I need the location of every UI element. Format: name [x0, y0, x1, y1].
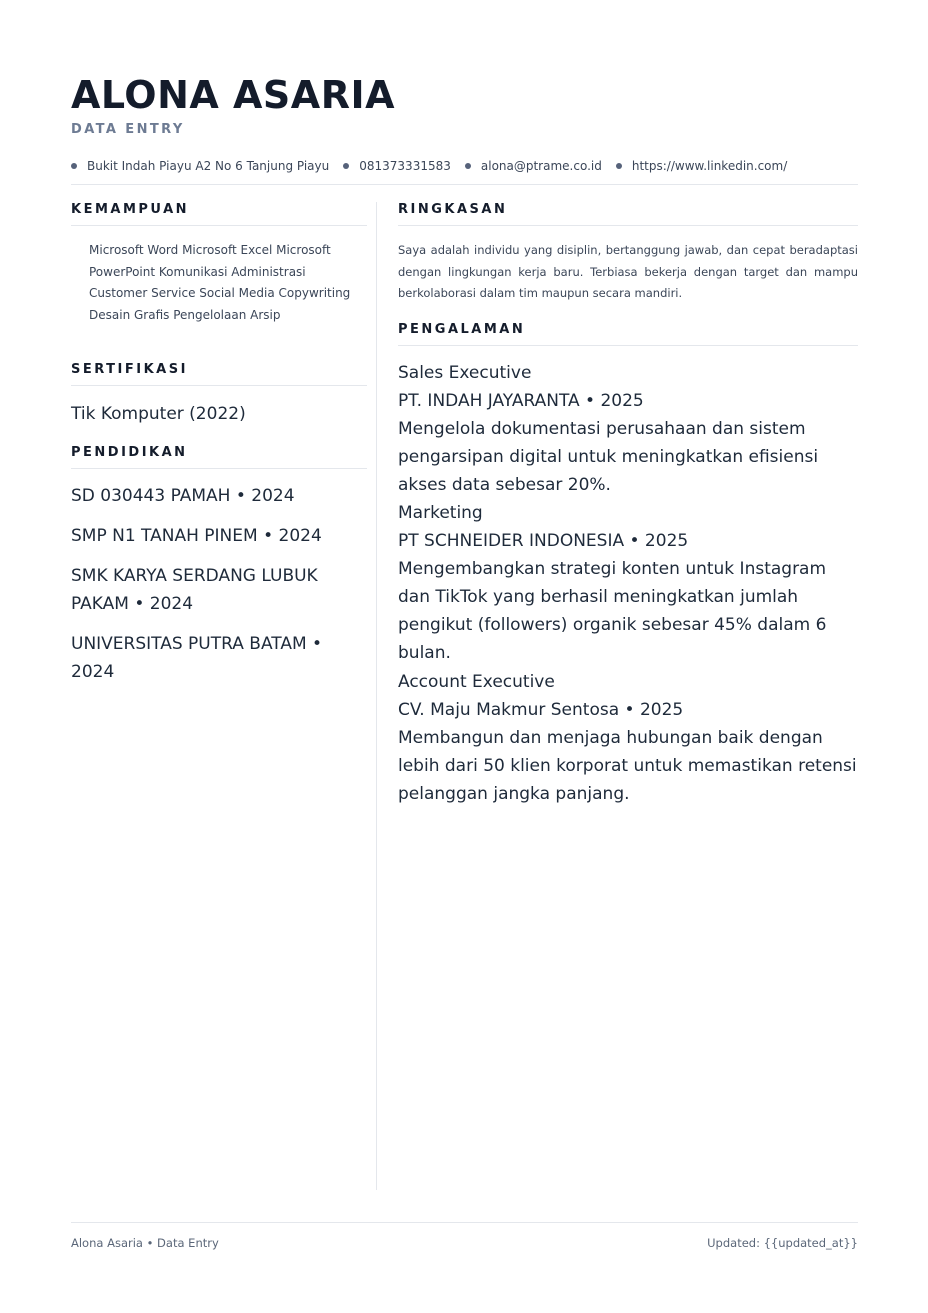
contact-bar [71, 156, 801, 176]
bullet-icon [343, 163, 349, 169]
education-item: SMK KARYA SERDANG LUBUK PAKAM • 2024 [71, 566, 318, 614]
experience-item [398, 359, 858, 499]
contact-phone [343, 159, 451, 173]
footer-updated: Updated: {{updated_at}} [707, 1236, 858, 1250]
experience-description: Mengembangkan strategi konten untuk Instagram dan TikTok yang berhasil meningkatkan jumlah pengikut (followers) organik sebesar 45% dalam 6 bulan. [398, 559, 827, 664]
section-title-summary: RINGKASAN [398, 202, 858, 226]
header-divider [71, 184, 858, 185]
contact-email[interactable] [465, 159, 602, 173]
section-title-skills: KEMAMPUAN [71, 202, 367, 226]
contact-email-link[interactable]: alona@ptrame.co.id [480, 159, 602, 173]
education-item: SMP N1 TANAH PINEM • 2024 [71, 526, 322, 546]
candidate-role: DATA ENTRY [71, 122, 185, 137]
experience-company: PT. INDAH JAYARANTA • 2025 [398, 390, 644, 411]
contact-linkedin-link[interactable]: https://www.linkedin.com/ [631, 159, 788, 173]
experience-position: Account Executive [398, 671, 555, 692]
footer-name-role: Alona Asaria • Data Entry [71, 1236, 219, 1250]
certification-list [71, 400, 367, 428]
bullet-icon [465, 163, 471, 169]
right-column [398, 202, 858, 808]
resume-page [71, 0, 858, 1313]
contact-address-text: Bukit Indah Piayu A2 No 6 Tanjung Piayu [87, 159, 330, 173]
experience-list [398, 359, 858, 809]
bullet-icon [616, 163, 622, 169]
contact-phone-text: 081373331583 [359, 159, 451, 173]
candidate-name: ALONA ASARIA [71, 73, 396, 117]
experience-position: Sales Executive [398, 362, 532, 383]
education-list [71, 482, 367, 686]
footer-divider [71, 1222, 858, 1223]
experience-item [398, 668, 858, 808]
skills-text: Microsoft Word Microsoft Excel Microsoft PowerPoint Komunikasi Administrasi Customer Service Social Media Copywriting Desain Grafis Pengelolaan Arsip [89, 243, 351, 322]
bullet-icon [71, 163, 77, 169]
education-item: UNIVERSITAS PUTRA BATAM • 2024 [71, 634, 323, 682]
section-title-certification: SERTIFIKASI [71, 362, 367, 386]
experience-company: CV. Maju Makmur Sentosa • 2025 [398, 699, 684, 720]
summary-text: Saya adalah individu yang disiplin, bertanggung jawab, dan cepat beradaptasi dengan lingkungan kerja baru. Terbiasa bekerja dengan target dan mampu berkolaborasi dalam tim maupun secara mandiri. [398, 243, 858, 300]
experience-description: Membangun dan menjaga hubungan baik dengan lebih dari 50 klien korporat untuk memastikan retensi pelanggan jangka panjang. [398, 727, 857, 804]
experience-position: Marketing [398, 502, 483, 523]
certification-item: Tik Komputer (2022) [71, 404, 246, 424]
experience-item [398, 499, 858, 668]
left-column [71, 202, 367, 686]
experience-description: Mengelola dokumentasi perusahaan dan sistem pengarsipan digital untuk meningkatkan efisiensi akses data sebesar 20%. [398, 418, 819, 495]
education-item: SD 030443 PAMAH • 2024 [71, 486, 295, 506]
section-title-experience: PENGALAMAN [398, 322, 858, 346]
contact-linkedin[interactable] [616, 159, 787, 173]
column-divider [376, 202, 377, 1190]
section-title-education: PENDIDIKAN [71, 445, 367, 469]
contact-address [71, 159, 329, 173]
experience-company: PT SCHNEIDER INDONESIA • 2025 [398, 531, 689, 552]
